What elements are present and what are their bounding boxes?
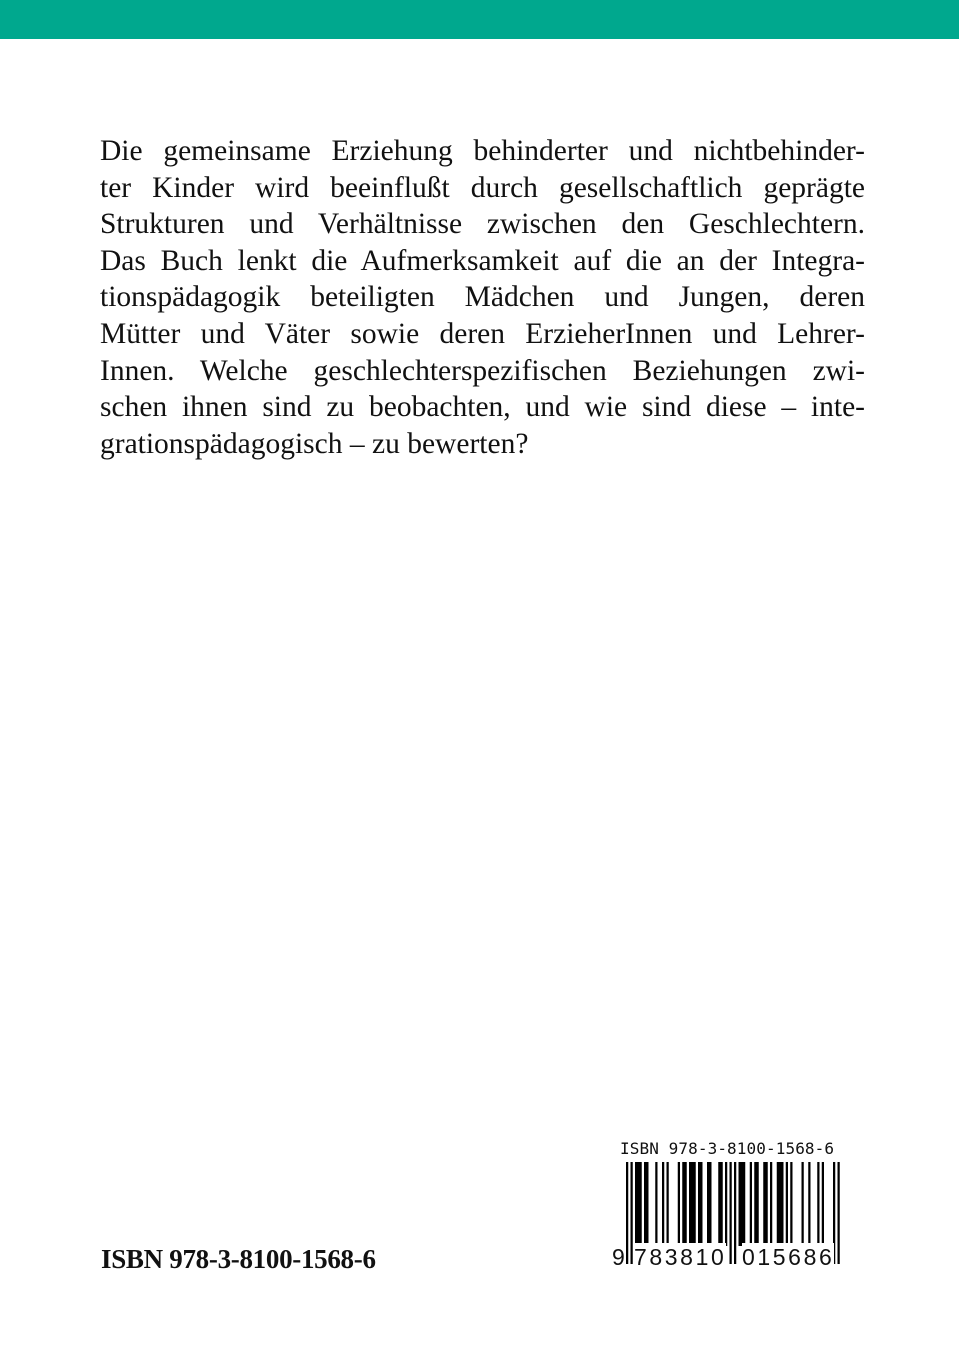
barcode-left-digits: 783810 — [634, 1244, 727, 1270]
blurb-line: Mütter und Väter sowie deren ErzieherInnen und Lehrer- — [100, 317, 865, 350]
barcode-bar — [725, 1162, 727, 1246]
blurb-line: grationspädagogisch – zu bewerten? — [100, 427, 529, 460]
blurb-line: Innen. Welche geschlechterspezifischen Beziehungen zwi- — [100, 354, 865, 387]
barcode-bar — [655, 1162, 657, 1246]
blurb-line: Das Buch lenkt die Aufmerksamkeit auf die an der Integra- — [100, 244, 865, 277]
barcode-bar — [631, 1162, 633, 1264]
barcode-bar — [786, 1162, 788, 1246]
barcode-bar — [678, 1162, 680, 1246]
barcode-right-digits: 015686 — [742, 1244, 835, 1270]
barcode-bar — [770, 1162, 772, 1246]
barcode-bar — [777, 1162, 784, 1246]
barcode-bar — [790, 1162, 792, 1246]
barcode-bar — [808, 1162, 810, 1246]
blurb-line: Strukturen und Verhältnisse zwischen den Geschlechtern. — [100, 208, 865, 241]
blurb-line: tionspädagogik beteiligten Mädchen und Jungen, deren — [100, 281, 865, 314]
barcode-bar — [626, 1162, 628, 1264]
blurb-line: ter Kinder wird beeinflußt durch gesellschaftlich geprägte — [100, 171, 865, 204]
blurb-line: Die gemeinsame Erziehung behinderter und nichtbehinder- — [100, 135, 865, 167]
barcode-bar — [644, 1162, 649, 1246]
barcode-bar — [802, 1162, 804, 1246]
blurb-line: schen ihnen sind zu beobachten, und wie sind diese – inte- — [100, 391, 865, 424]
barcode — [612, 1139, 864, 1279]
top-color-band — [0, 0, 959, 39]
barcode-bar — [698, 1162, 703, 1246]
barcode-bar — [718, 1162, 723, 1246]
barcode-bar — [662, 1162, 664, 1246]
barcode-bar — [739, 1162, 746, 1246]
barcode-first-digit: 9 — [612, 1244, 625, 1270]
back-cover-blurb — [100, 133, 865, 462]
barcode-bar — [730, 1162, 732, 1264]
barcode-isbn-text: ISBN 978-3-8100-1568-6 — [620, 1139, 835, 1158]
barcode-bar — [763, 1162, 768, 1246]
barcode-bar — [822, 1162, 824, 1246]
isbn-label: ISBN 978-3-8100-1568-6 — [101, 1244, 376, 1274]
barcode-bar — [750, 1162, 752, 1246]
barcode-bar — [838, 1162, 840, 1264]
barcode-bar — [682, 1162, 687, 1246]
barcode-bar — [707, 1162, 712, 1246]
barcode-bar — [667, 1162, 669, 1246]
barcode-bar — [734, 1162, 736, 1264]
barcode-bar — [635, 1162, 642, 1246]
barcode-bar — [817, 1162, 819, 1246]
barcode-bar — [689, 1162, 696, 1246]
barcode-bar — [754, 1162, 759, 1246]
